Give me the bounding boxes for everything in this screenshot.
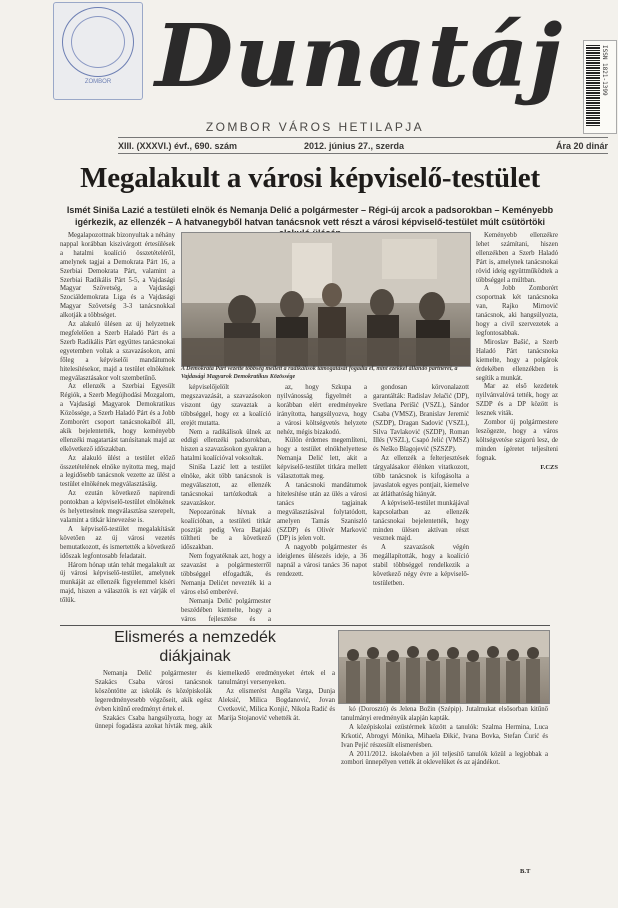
paragraph: képviselőjelölt megszavazását, a szavazásokon viszont úgy szavaztak a többséggel, hogy ez a koalíció erejét mutatta. xyxy=(181,384,271,427)
paragraph: Nemanja Delić polgármester beszédében kiemelte, hogy a város fejlesztése és a xyxy=(181,597,271,622)
lead-photo-caption: A Demokrata Párt vezette többség mellett a radikálisok támogatását fogadta el, mint ezekkel állandó partnerei, a Vajdasági Magyarok Demokratikus Közössége xyxy=(181,366,458,380)
issue-price: Ára 20 dinár xyxy=(555,141,608,151)
paragraph: Miroslav Bašić, a Szerb Haladó Párt tanácsnoka kiemelte, hogy a polgárok érdekében ellenzékben is segítik a munkát. xyxy=(476,338,558,382)
lead-column-3 xyxy=(277,384,367,622)
paragraph: A képviselő-testület munkájával kapcsolatban az ellenzék tanácsnokai bejelentették, hogy minden ülésen aktívan részt vesznek majd. xyxy=(373,499,469,543)
paragraph: kó (Dorosztó) és Jelena Božin (Szépip). Jutalmukat elsősorban kitűnő tanulmányi eredményük alapján kapták. xyxy=(341,706,548,722)
paragraph: Nemanja Delić polgármester és Szakács Csaba városi tanácsnok köszöntötte az iskolák és középiskolák legeredményesebb végzőseit, akik egész évben kitűnő eredményt értek el. xyxy=(95,670,212,713)
paragraph: Keményebb ellenzékre lehet számítani, hiszen ellenzékben a Szerb Haladó Párt is, amelynek tanácsnokai rövid ideig együttműködtek a többséggel a múltban. xyxy=(476,232,558,284)
paragraph: A középiskolai ezüstérmek között a tanulók: Szalma Hermina, Luca Krkotić, Abrogyi Mónika, Mihaela Đikić, Ivana Bovka, Stefan Ćurić és Ivan Pejić részesült elismerésben. xyxy=(341,723,548,749)
students-photo-drawing xyxy=(339,631,549,703)
paragraph: Megalapozottnak bizonyultak a néhány nappal korábban kiszivárgott értesülések a hatalmi koalíció összetételéről, amelynek tagjai a Demokrata Párt 16, a Szerbiai Demokrata Párt, valamint a Szerbiai Radikális Párt 5-5, a Vajdasági Magyar Szövetség, a Vajdasági Szociáldemokrata Liga és a Vajdasági Magyar Szövetség 3-3 tanácsnokkal alkotják a többséget. xyxy=(60,232,175,320)
paragraph: Siniša Lazić lett a testület elnöke, akit több tanácsnok is megválasztott, az ellenzék tanácsnokai tartózkodtak a szavazáskor. xyxy=(181,464,271,507)
barcode-bars xyxy=(586,45,600,127)
council-photo-drawing xyxy=(182,233,470,366)
secondary-headline: Elismerés a nemzedék diákjainak xyxy=(114,629,276,665)
paragraph: Az ellenzék a Szerbiai Egyesült Régiók, a Szerb Megújhodási Mozgalom, a Vajdasági Magyarok Demokratikus Közössége, a Szerb Haladó Párt és a Jobb Zomborért csoport tanácsnokaiból áll, akik bejelentették, hogy keményebb ellenzéki magatartást tanúsítanak majd az elkövetkező időszakban. xyxy=(60,383,175,453)
masthead-tagline: ZOMBOR VÁROS HETILAPJA xyxy=(205,120,425,134)
lead-headline: Megalakult a városi képviselő-testület xyxy=(80,162,540,194)
paragraph: A nagyobb polgármester és ideiglenes ülésezés ideje, a 36 napnál a városi tanács 36 napot rendezett. xyxy=(277,544,367,579)
secondary-column-1 xyxy=(95,670,335,890)
paragraph: A tanácsnoki mandátumok hitelesítése után az ülés a városi tanács tagjainak megválasztásával folytatódott, amelyen Tamás Szaniszló (SZDP) és Olivér Marković (DP) is jelen volt. xyxy=(277,481,367,543)
lead-column-5 xyxy=(476,232,558,622)
lead-column-2 xyxy=(181,384,271,622)
paragraph: Az alakuló ülést a testület előző összetételének elnöke nyitotta meg, majd a legidősebb tanácsnok vezette az ülést a testület elnökének megválasztásáig. xyxy=(60,454,175,489)
paragraph: A 2011/2012. iskolaévben a jól teljesítő tanulók közül a legjobbak a zombori ünnepélyen vették át oklevelüket és az ajándékot. xyxy=(341,750,548,767)
lead-subhead: Ismét Siniša Lazić a testületi elnök és Nemanja Delić a polgármester – Régi-új arcok a padsorokban – Keményebb igérkezik, az ellenzék – A hatvanegyből hatvan tanácsnok vett részt a városi képviselő-testület múlt csütörtöki xyxy=(66,205,554,227)
masthead-rule-bottom xyxy=(118,153,608,154)
stamp-inner-ring xyxy=(71,16,125,68)
paragraph: Három hónap után tehát megalakult az új városi képviselő-testület, amelynek munkáját az ellenzék figyelemmel kíséri majd, hiszen a választók is ezt várják el tőlük. xyxy=(60,561,175,605)
council-session-photo xyxy=(181,232,471,367)
masthead-logo: Dunatáj xyxy=(155,6,564,107)
paragraph: Külön érdemes megemlíteni, hogy a testület elnökhelyettese Nemanja Delić lett, akit a képviselő-testület titkára mellett választottak meg. xyxy=(277,437,367,481)
official-stamp xyxy=(53,2,143,100)
paragraph: Az elismerést Angéla Varga, Dunja Aleksić, Milica Bogdanović, Jovan Cvetković, Milica Konjić, Nikola Radić és Marija Stojanović vehették át. xyxy=(218,687,335,722)
paragraph: A képviselő-testület megalakítását követően az új városi vezetés bemutatkozott, és ismertették a következő időszak legfontosabb feladatait. xyxy=(60,525,175,560)
masthead-rule-top xyxy=(118,137,608,138)
secondary-author: B.T xyxy=(520,868,531,875)
paragraph: Mar az első kezdetek nyilvánvalóvá tették, hogy az SZDP és a DP között is lesznek viták. xyxy=(476,383,558,418)
paragraph: A szavazások végén megállapították, hogy a koalíció stabil többséggel rendelkezik a következő négy évre a képviselő-testületben. xyxy=(373,544,469,587)
paragraph: Az ezután következő napirendi pontokban a képviselő-testület elnökének és helyettesének megválasztása szerepelt, valamint a titkár kinevezése is. xyxy=(60,490,175,524)
students-group-photo xyxy=(338,630,550,704)
issue-number: XIII. (XXXVI.) évf., 690. szám xyxy=(118,141,238,151)
stamp-label: ZOMBOR xyxy=(84,79,112,85)
paragraph: Szakács Csaba hangsúlyozta, hogy az ünnepi fogadásra azokat hívták meg, akik kiemelkedő eredményeket értek el a tanulmányi versenyeken. xyxy=(95,670,335,731)
paragraph: az, hogy Szkupa a nyilvánosság figyelmét a korábban elért eredményekre irányította, hangsúlyozva, hogy a városi költségvetés helyzete nehéz, mégis bizakodó. xyxy=(277,384,367,436)
paragraph: A Jobb Zomborért csoportnak két tanácsnoka van, Rajko Mirnović tanácsnok, aki hangsúlyozta, hogy a civil szervezetek a legfontosabbak. xyxy=(476,285,558,337)
lead-column-1 xyxy=(60,232,175,622)
paragraph: Nem fogyatéknak azt, hogy a szavazást a polgármesterről többséggel elfogadták, és Nemanja Delićet nevezték ki a város első emberévé. xyxy=(181,553,271,596)
paragraph: gondosan körvonalazott garantálták: Radislav Jelačić (DP), Svetlana Perišić (VSZL), Sándor Csaba (VMSZ), Branislav Jeremić (SZDP), Dragan Sadović (VSZL), Silva Tavlaković (SZDP), Roman Illés (VSZL), Csapó Jelić (VMSZ) és Neško Blagojević (SZSZP). xyxy=(373,384,469,454)
paragraph: Az alakuló ülésen az új helyzetnek megfelelően a Szerb Haladó Párt és a Szerb Radikális Párt együttes tanácsnokai egyetemben voltak a szavazásokon, ami főleg a képviselői mandátumok hitelesítésekor, majd a testület elnökének megválasztásakor volt szembetűnő. xyxy=(60,321,175,382)
issn-code: ISSN 1821-1399 xyxy=(601,45,608,96)
paragraph: Zombor új polgármestere leszögezte, hogy a város költségvetése szigorú lesz, de minden ígéretet teljesíteni fognak. xyxy=(476,419,558,462)
paragraph: Nepozarónak hívnak a koalícióban, a testületi titkár posztját pedig Vera Batjaki töltheti be a következő időszakban. xyxy=(181,508,271,552)
secondary-column-2 xyxy=(341,706,548,866)
lead-author: F.CZS xyxy=(540,463,558,471)
lead-column-4 xyxy=(373,384,469,622)
issn-barcode xyxy=(583,40,617,134)
issue-date: 2012. június 27., szerda xyxy=(304,141,405,151)
paragraph: Az ellenzék a felterjesztések tárgyalásakor élénken vitatkozott, több tanácsnok is kifogásolta a javaslatok egyes pontjait, kiemelve az átláthatóság hiányát. xyxy=(373,455,469,498)
paragraph: Nem a radikálisok ülnek az eddigi ellenzéki padsorokban, hiszen a szavazásokon gyakran a hatalmi koalícióval voksoltak. xyxy=(181,428,271,463)
